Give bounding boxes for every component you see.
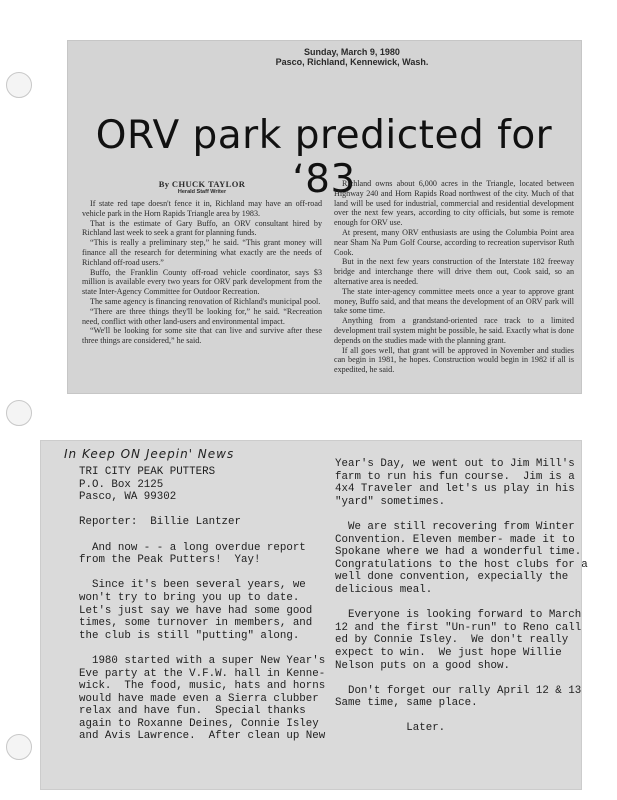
typed-line: Later.: [335, 722, 446, 735]
newsletter-right-column: [335, 458, 588, 735]
article-paragraph: If state red tape doesn't fence it in, Richland may have an off-road vehicle park in the Horn Rapids Triangle area by 1983.: [82, 199, 322, 218]
typed-line: [79, 642, 329, 655]
typed-line: And now - - a long overdue report: [79, 541, 306, 554]
article-paragraph: Buffo, the Franklin County off-road vehicle coordinator, says $3 million is available every two years for ORV park development from the state Inter-Agency Committee for Outdoor Recreation.: [82, 267, 322, 297]
article-paragraph: Richland owns about 6,000 acres in the Triangle, located between Highway 240 and Horn Rapids Road northwest of the city. Much of that land will be used for industrial, commercial and residential development over the next few years, according to city officials, but some is remote enough for ORV use.: [334, 179, 574, 228]
typed-line: Since it's been several years, we: [79, 579, 306, 592]
newsletter-left-column: [79, 466, 329, 743]
typed-line: the club is still "putting" along.: [79, 629, 300, 642]
typed-line: won't try to bring you up to date.: [79, 591, 300, 604]
typed-line: Congratulations to the host clubs for a: [335, 558, 588, 571]
typed-line: Don't forget our rally April 12 & 13: [335, 684, 582, 697]
article-paragraph: The state inter-agency committee meets once a year to approve grant money, Buffo said, and that means the development of an ORV park will take some time.: [334, 286, 574, 316]
typed-line: times, some turnover in members, and: [79, 617, 313, 630]
typed-line: ed by Connie Isley. We don't really: [335, 634, 569, 647]
typed-line: relax and have fun. Special thanks: [79, 705, 306, 718]
article-paragraph: But in the next few years construction of the Interstate 182 freeway bridge and interchange there will drive them out, Cook said, so an alternative area is needed.: [334, 257, 574, 286]
article-paragraph: The same agency is financing renovation of Richland's municipal pool.: [90, 296, 321, 306]
typed-line: [335, 710, 585, 723]
article-left-column: [82, 179, 322, 346]
typed-line: Everyone is looking forward to March: [335, 609, 582, 622]
typed-line: Pasco, WA 99302: [79, 491, 177, 504]
typed-line: farm to run his fun course. Jim is a: [335, 470, 575, 483]
dateline-place: Pasco, Richland, Kennewick, Wash.: [275, 57, 429, 67]
typed-line: would have made even a Sierra clubber: [79, 692, 319, 705]
typed-line: delicious meal.: [335, 583, 433, 596]
typed-line: 4x4 Traveler and let's us play in his: [335, 483, 575, 496]
typed-line: Spokane where we had a wonderful time.: [335, 546, 582, 559]
typed-line: Eve party at the V.F.W. hall in Kenne-: [79, 667, 326, 680]
article-paragraph: “We'll be looking for some site that can live and survive after these three things are considered,” he said.: [82, 326, 322, 346]
typed-line: again to Roxanne Deines, Connie Isley: [79, 717, 319, 730]
article-paragraph: If all goes well, that grant will be approved in November and studies can begin in 1981, he hopes. Construction would begin in 1982 if all is expedited, he said.: [334, 345, 574, 375]
typed-line: wick. The food, music, hats and horns: [79, 680, 326, 693]
article-paragraph: That is the estimate of Gary Buffo, an ORV consultant hired by Richland last week to seek a grant for planning funds.: [82, 218, 322, 238]
typed-line: Nelson puts on a good show.: [335, 659, 510, 672]
typed-line: [79, 529, 329, 542]
headline: ORV park predicted for ‘83: [95, 113, 553, 202]
typed-line: [335, 597, 585, 610]
article-right-column: [334, 179, 574, 375]
typed-line: Year's Day, we went out to Jim Mill's: [335, 458, 575, 470]
typed-line: [335, 508, 585, 521]
typed-line: We are still recovering from Winter: [335, 520, 575, 533]
article-paragraph: Anything from a grandstand-oriented race track to a limited development trail system might be possible, he said. Exactly what is done depends on the studies made with the planning grant.: [334, 316, 574, 345]
typed-line: Reporter: Billie Lantzer: [79, 516, 241, 529]
typed-line: well done convention, expecially the: [335, 571, 569, 584]
article-paragraph: “There are three things they'll be looking for,” he said. “Recreation need, conflict with other land-users and environmental impact.: [82, 306, 322, 326]
binder-hole: [6, 72, 32, 98]
typed-line: P.O. Box 2125: [79, 478, 164, 491]
typed-line: 12 and the first "Un-run" to Reno call: [335, 621, 582, 634]
article-paragraph: At present, many ORV enthusiasts are using the Columbia Point area near Sham Na Pum Golf Course, according to recreation supervisor Ruth Cook.: [334, 227, 574, 257]
typed-line: "yard" sometimes.: [335, 495, 446, 508]
byline-role: Herald Staff Writer: [177, 189, 227, 195]
typed-line: 1980 started with a super New Year's: [79, 654, 326, 667]
binder-hole: [6, 734, 32, 760]
typed-line: and Avis Lawrence. After clean up New: [79, 730, 326, 743]
typed-line: TRI CITY PEAK PUTTERS: [79, 466, 216, 478]
handwritten-title: In Keep ON Jeepin' News: [64, 447, 235, 461]
typed-line: [79, 504, 329, 517]
typed-line: Let's just say we have had some good: [79, 604, 313, 617]
typed-line: from the Peak Putters! Yay!: [79, 554, 261, 567]
typed-line: Convention. Eleven member- made it to: [335, 533, 575, 546]
article-paragraph: “This is really a preliminary step,” he said. “This grant money will finance all the research for determining what exactly are the needs of Richland off-road users.”: [82, 238, 322, 267]
typed-line: Same time, same place.: [335, 697, 478, 710]
typed-line: [79, 567, 329, 580]
typed-line: [335, 672, 585, 685]
dateline: [252, 47, 452, 67]
binder-hole: [6, 400, 32, 426]
byline: By CHUCK TAYLOR: [158, 179, 246, 189]
typed-line: expect to win. We just hope Willie: [335, 646, 562, 659]
dateline-date: Sunday, March 9, 1980: [304, 47, 400, 57]
